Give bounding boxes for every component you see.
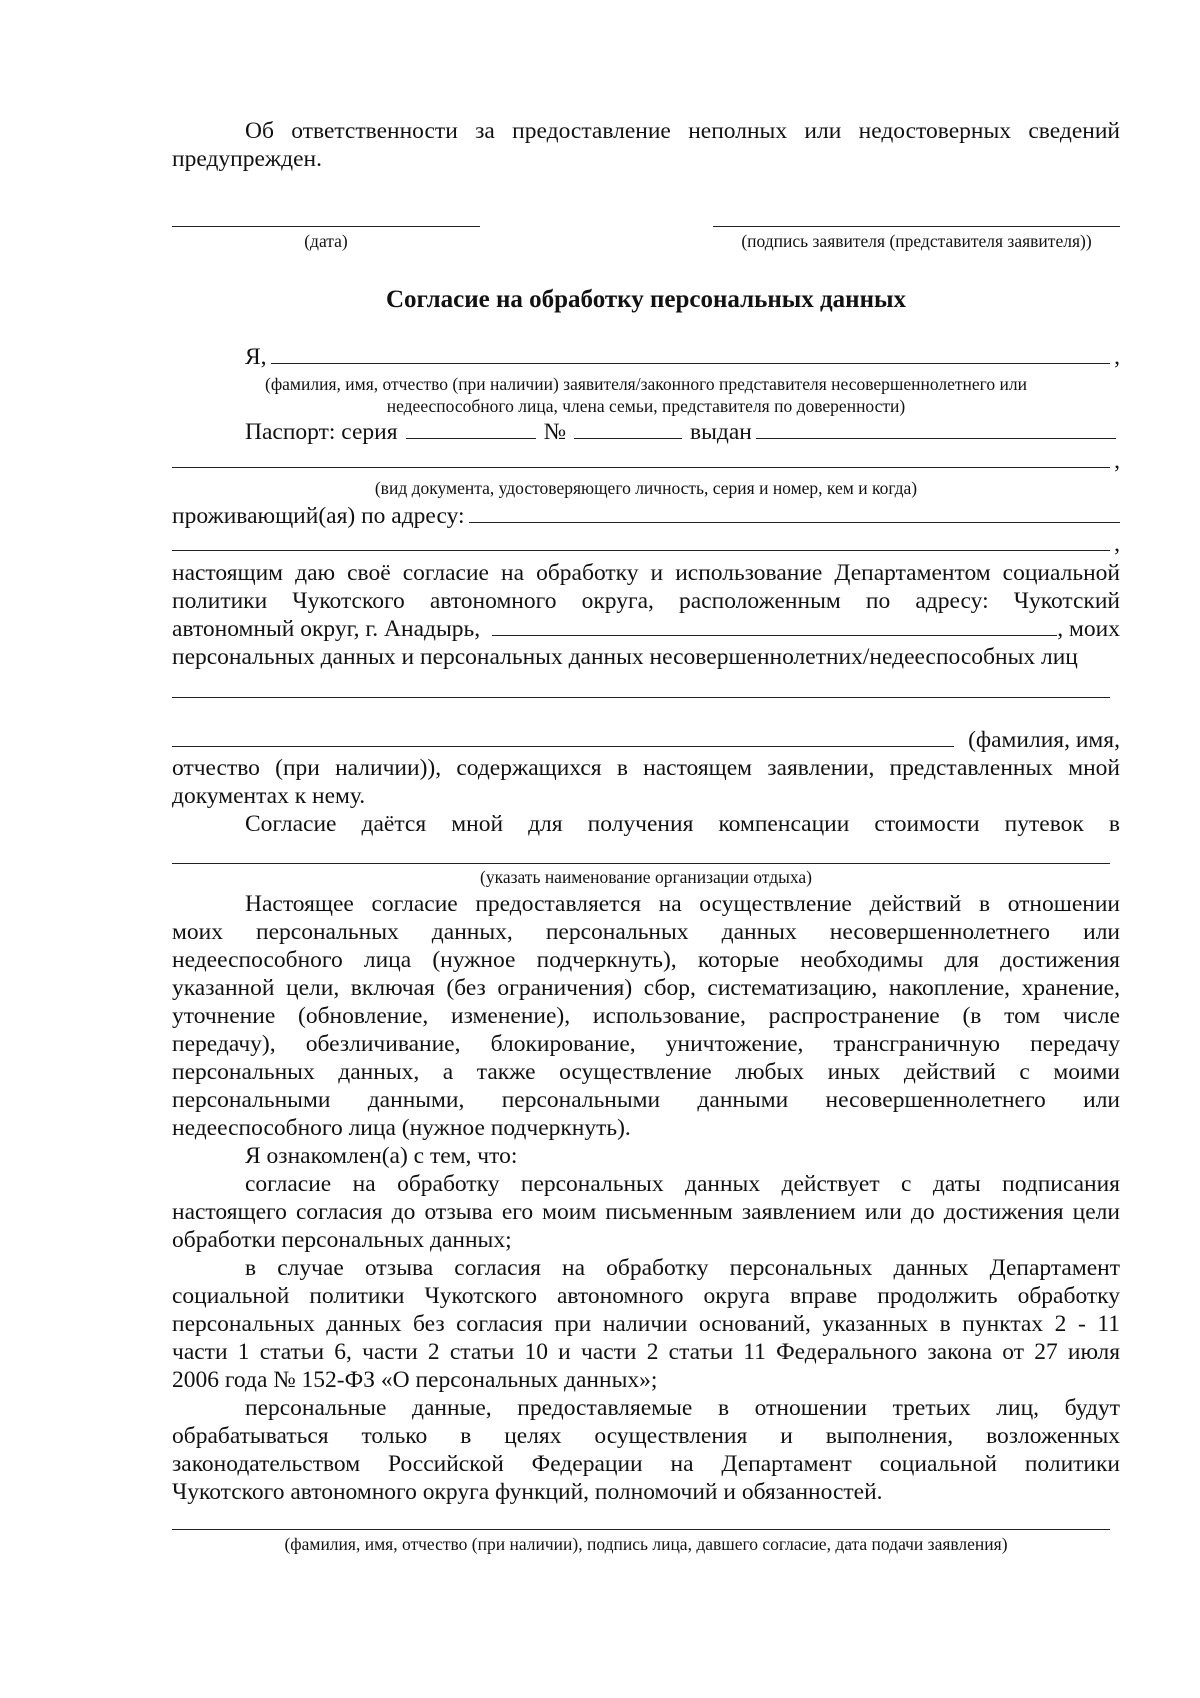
acknowledgement-intro: Я ознакомлен(а) с тем, что: (245, 1143, 518, 1169)
final-signature-caption: (фамилия, имя, отчество (при наличии), подпись лица, давшего согласие, дата подачи заявления) (284, 1534, 1008, 1554)
consent-line3 (172, 615, 1120, 643)
consent-line3-suffix: , моих (1057, 616, 1120, 642)
applicant-line (172, 343, 1120, 371)
passport-issued-label: выдан (689, 419, 752, 445)
consent-line5 (172, 726, 1120, 754)
consent-line6: отчество (при наличии)), содержащихся в настоящем заявлении, представленных мной (172, 755, 1120, 781)
consent-line4: персональных данных и персональных данных несовершеннолетних/недееспособных лиц (172, 644, 1078, 670)
acknowledgement-para2-line: социальной политики Чукотского автономного округа вправе продолжить обработку (172, 1283, 1120, 1309)
consent-line5-suffix: (фамилия, имя, (968, 727, 1120, 753)
acknowledgement-para2-line: в случае отзыва согласия на обработку персональных данных Департамент (245, 1255, 1120, 1281)
address-field-2[interactable] (172, 530, 1110, 551)
passport-series-field[interactable] (406, 418, 536, 439)
consent-address-field[interactable] (492, 615, 1057, 636)
address-field[interactable] (469, 502, 1120, 523)
address-label: проживающий(ая) по адресу: (172, 503, 465, 529)
passport-number-field[interactable] (574, 418, 682, 439)
acknowledgement-para1-line: согласие на обработку персональных данных действует с даты подписания (245, 1171, 1120, 1197)
passport-details-field[interactable] (172, 447, 1110, 468)
applicant-name-field[interactable] (271, 343, 1111, 364)
applicant-caption-line2: недееспособного лица, члена семьи, представителя по доверенности) (386, 396, 906, 416)
actions-line: моих персональных данных, персональных данных несовершеннолетнего или (172, 919, 1120, 945)
organization-caption: (указать наименование организации отдыха) (480, 867, 812, 887)
acknowledgement-para2-line: 2006 года № 152-ФЗ «О персональных данных»; (172, 1367, 658, 1393)
minors-field-line2[interactable] (172, 726, 954, 747)
page-title: Согласие на обработку персональных данных (385, 286, 906, 313)
address-line (172, 502, 1120, 530)
passport-line (172, 418, 1120, 446)
acknowledgement-para3-line: персональные данные, предоставляемые в отношении третьих лиц, будут (245, 1395, 1120, 1421)
passport-details-line (172, 447, 1120, 475)
date-caption: (дата) (304, 231, 348, 251)
passport-caption: (вид документа, удостоверяющего личность, серия и номер, кем и когда) (374, 478, 918, 498)
passport-number-label: № (543, 419, 566, 445)
actions-line: Настоящее согласие предоставляется на осуществление действий в отношении (245, 891, 1120, 917)
actions-line: персональных данных, а также осуществление любых иных действий с моими (172, 1059, 1120, 1085)
final-signature-field[interactable] (172, 1529, 1110, 1530)
date-line (172, 226, 480, 227)
actions-line: уточнение (обновление, изменение), использование, распространение (в том числе (172, 1003, 1120, 1029)
actions-line: персональными данными, персональными данными несовершеннолетнего или (172, 1087, 1120, 1113)
signature-line (713, 226, 1120, 227)
applicant-prefix: Я, (245, 344, 267, 370)
passport-series-label: Паспорт: серия (245, 419, 398, 445)
organization-field[interactable] (172, 863, 1110, 864)
address-line-suffix: , (1114, 531, 1120, 557)
consent-line1: настоящим даю своё согласие на обработку и использование Департаментом социальной (172, 560, 1120, 586)
minors-field-line1[interactable] (172, 697, 1110, 698)
acknowledgement-para1-line: настоящего согласия до отзыва его моим письменным заявлением или до достижения цели (172, 1199, 1120, 1225)
consent-line3-prefix: автономный округ, г. Анадырь, (172, 616, 481, 642)
acknowledgement-para2-line: персональных данных без согласия при наличии оснований, указанных в пунктах 2 - 11 (172, 1311, 1120, 1337)
actions-line: указанной цели, включая (без ограничения) сбор, систематизацию, накопление, хранение, (172, 975, 1120, 1001)
actions-line: недееспособного лица (нужное подчеркнуть), которые необходимы для достижения (172, 947, 1120, 973)
applicant-suffix: , (1114, 344, 1120, 370)
applicant-caption-line1: (фамилия, имя, отчество (при наличии) заявителя/законного представителя несовершеннолетнего или (265, 374, 1027, 394)
actions-line: передачу), обезличивание, блокирование, уничтожение, трансграничную передачу (172, 1031, 1120, 1057)
acknowledgement-para1-line: обработки персональных данных; (172, 1227, 512, 1253)
acknowledgement-para3-line: законодательством Российской Федерации на Департамент социальной политики (172, 1451, 1120, 1477)
responsibility-text-line2: предупрежден. (172, 146, 322, 172)
actions-line: недееспособного лица (нужное подчеркнуть). (172, 1115, 631, 1141)
responsibility-text-line1: Об ответственности за предоставление неполных или недостоверных сведений (245, 118, 1120, 144)
acknowledgement-para3-line: Чукотского автономного округа функций, полномочий и обязанностей. (172, 1479, 883, 1505)
signature-caption: (подпись заявителя (представителя заявителя)) (741, 231, 1092, 251)
address-line2 (172, 530, 1120, 558)
acknowledgement-para3-line: обрабатываться только в целях осуществления и выполнения, возложенных (172, 1423, 1120, 1449)
consent-line7: документах к нему. (172, 783, 366, 809)
passport-line-suffix: , (1114, 448, 1120, 474)
consent-line2: политики Чукотского автономного округа, расположенным по адресу: Чукотский (172, 588, 1120, 614)
acknowledgement-para2-line: части 1 статьи 6, части 2 статьи 10 и части 2 статьи 11 Федерального закона от 27 июля (172, 1339, 1120, 1365)
passport-issued-field[interactable] (756, 418, 1116, 439)
purpose-line1: Согласие даётся мной для получения компенсации стоимости путевок в (245, 811, 1120, 837)
